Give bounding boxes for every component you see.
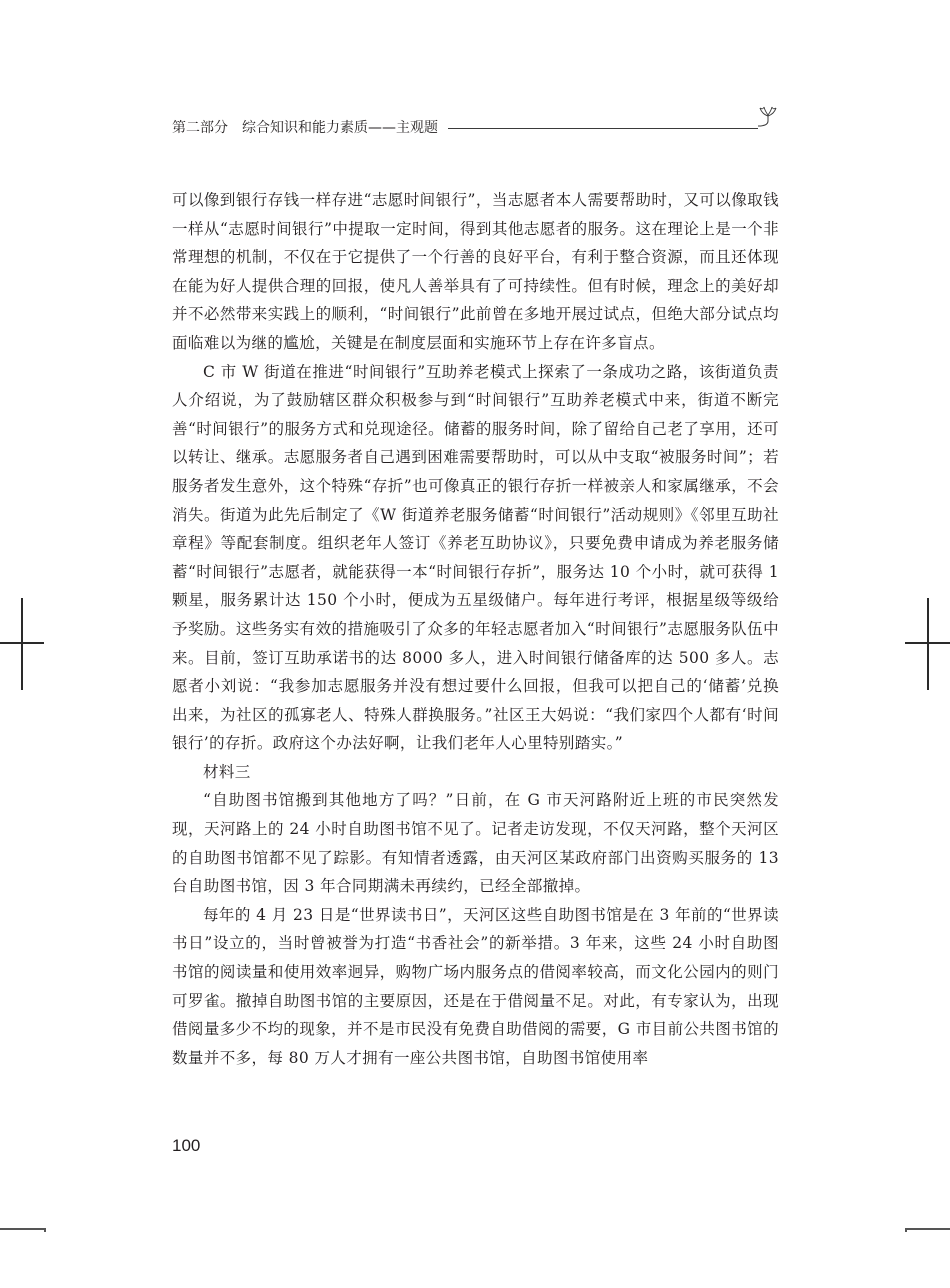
paragraph-time-bank-case: C 市 W 街道在推进“时间银行”互助养老模式上探索了一条成功之路，该街道负责人介绍说，为了鼓励辖区群众积极参与到“时间银行”互助养老模式中来，街道不断完善“时间银行”的服务方式和兑现途径。储蓄的服务时间，除了留给自己老了享用，还可以转让、继承。志愿服务者自己遇到困难需要帮助时，可以从中支取“被服务时间”；若服务者发生意外，这个特殊“存折”也可像真正的银行存折一样被亲人和家属继承，不会消失。街道为此先后制定了《W 街道养老服务储蓄“时间银行”活动规则》《邻里互助社章程》等配套制度。组织老年人签订《养老互助协议》，只要免费申请成为养老服务储蓄“时间银行”志愿者，就能获得一本“时间银行存折”，服务达 10 个小时，就可获得 1 颗星，服务累计达 150 个小时，便成为五星级储户。每年进行考评，根据星级等级给予奖励。这些务实有效的措施吸引了众多的年轻志愿者加入“时间银行”志愿服务队伍中来。目前，签订互助承诺书的达 8000 多人，进入时间银行储备库的达 500 多人。志愿者小刘说：“我参加志愿服务并没有想过要什么回报，但我可以把自己的‘储蓄’兑换出来，为社区的孤寡老人、特殊人群换服务。”社区王大妈说：“我们家四个人都有‘时间银行’的存折。政府这个办法好啊，让我们老年人心里特别踏实。” xyxy=(172,362,779,753)
paragraph-continuation: 可以像到银行存钱一样存进“志愿时间银行”，当志愿者本人需要帮助时，又可以像取钱一样从“志愿时间银行”中提取一定时间，得到其他志愿者的服务。这在理论上是一个非常理想的机制，不仅在于它提供了一个行善的良好平台，有利于整合资源，而且还体现在能为好人提供合理的回报，使凡人善举具有了可持续性。但有时候，理念上的美好却并不必然带来实践上的顺利，“时间银行”此前曾在多地开展过试点，但绝大部分试点均面临难以为继的尴尬，关键是在制度层面和实施环节上存在许多盲点。 xyxy=(172,191,779,352)
crop-mark-right-vertical xyxy=(927,598,929,690)
body-text xyxy=(172,186,779,1072)
running-header xyxy=(172,118,782,140)
material-heading: 材料三 xyxy=(203,762,251,781)
leaf-icon xyxy=(750,102,786,132)
section-title: 第二部分 综合知识和能力素质——主观题 xyxy=(172,120,438,136)
paragraph-world-book-day: 每年的 4 月 23 日是“世界读书日”，天河区这些自助图书馆是在 3 年前的“世界读书日”设立的，当时曾被誉为打造“书香社会”的新举措。3 年来，这些 24 小时自助图书馆的阅读量和使用效率迥异，购物广场内服务点的借阅率较高，而文化公园内的则门可罗雀。撤掉自助图书馆的主要原因，还是在于借阅量不足。对此，有专家认为，出现借阅量多少不均的现象，并不是市民没有免费自助借阅的需要，G 市目前公共图书馆的数量并不多，每 80 万人才拥有一座公共图书馆，自助图书馆使用率 xyxy=(172,905,779,1067)
crop-mark-bottom-left-tick xyxy=(44,1228,46,1232)
crop-mark-bottom-right-horizontal xyxy=(905,1228,950,1230)
crop-mark-left-horizontal xyxy=(0,642,44,644)
crop-mark-bottom-right-tick xyxy=(905,1228,907,1232)
crop-mark-right-horizontal xyxy=(905,642,950,644)
crop-mark-bottom-left-horizontal xyxy=(0,1228,45,1230)
paragraph-self-service-library: “自助图书馆搬到其他地方了吗？”日前，在 G 市天河路附近上班的市民突然发现，天河路上的 24 小时自助图书馆不见了。记者走访发现，不仅天河路，整个天河区的自助图书馆都不见了踪影。有知情者透露，由天河区某政府部门出资购买服务的 13 台自助图书馆，因 3 年合同期满未再续约，已经全部撤掉。 xyxy=(172,791,779,896)
crop-mark-left-vertical xyxy=(21,598,23,690)
header-rule xyxy=(448,128,758,129)
page-number: 100 xyxy=(172,1136,201,1155)
